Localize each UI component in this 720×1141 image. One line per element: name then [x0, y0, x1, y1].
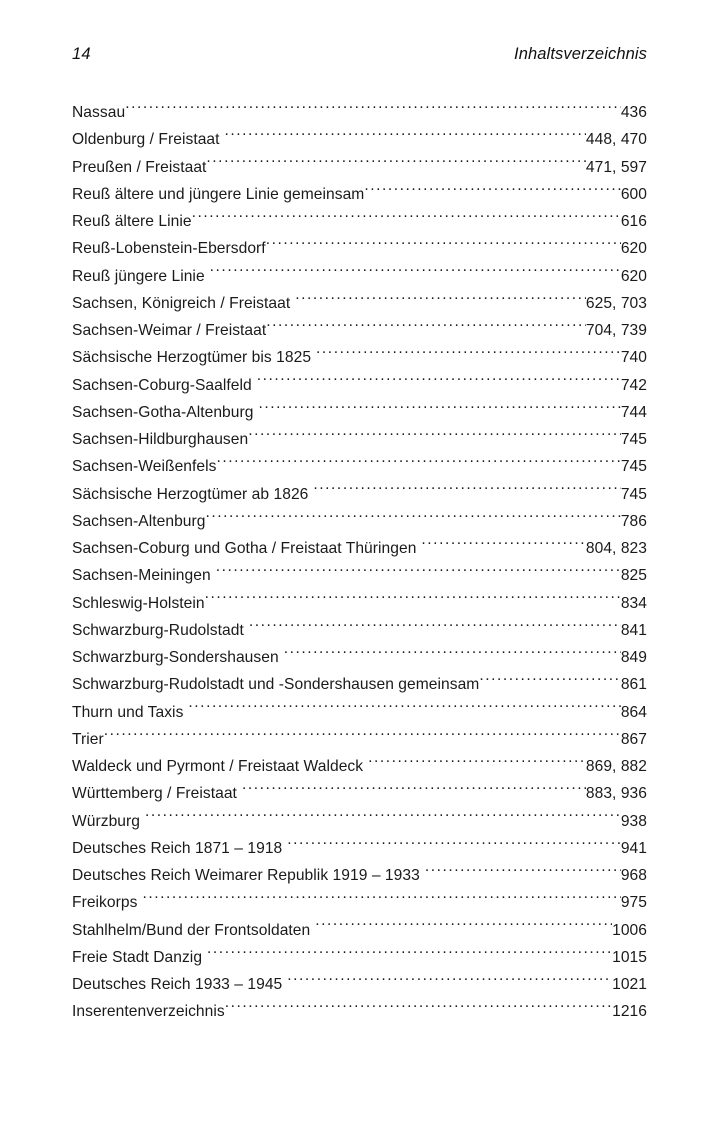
- toc-entry-title: Trier: [72, 730, 104, 748]
- toc-entry[interactable]: [72, 562, 647, 589]
- toc-entry[interactable]: [72, 154, 647, 181]
- toc-entry-page-number: 740: [620, 349, 647, 367]
- toc-entry-title: Sachsen-Gotha-Altenburg: [72, 403, 254, 421]
- toc-entry-page-number: 861: [620, 676, 647, 694]
- dot-leader: [125, 101, 621, 117]
- toc-entry-page-number: 849: [620, 649, 647, 666]
- dot-leader: [225, 1001, 612, 1017]
- toc-entry-page-number: 616: [620, 213, 647, 230]
- dot-leader: [237, 783, 586, 799]
- dot-leader: [205, 510, 620, 526]
- dot-leader: [311, 347, 621, 363]
- toc-entry[interactable]: [72, 235, 647, 262]
- toc-entry[interactable]: [72, 726, 647, 753]
- toc-entry-page-number: 471, 597: [585, 158, 647, 176]
- toc-entry[interactable]: [72, 481, 647, 508]
- toc-entry-page-number: 841: [620, 621, 647, 639]
- dot-leader: [266, 238, 621, 254]
- toc-entry-page-number: 941: [620, 839, 647, 857]
- toc-entry-page-number: 968: [620, 867, 647, 884]
- toc-entry[interactable]: [72, 208, 647, 235]
- toc-entry-title: Sachsen-Weißenfels: [72, 458, 217, 476]
- toc-entry[interactable]: [72, 99, 647, 126]
- toc-entry[interactable]: [72, 671, 647, 698]
- toc-entry-page-number: 625, 703: [585, 294, 647, 312]
- toc-entry[interactable]: [72, 917, 647, 944]
- toc-entry-title: Preußen / Freistaat: [72, 158, 207, 176]
- toc-entry-page-number: 1015: [612, 948, 647, 966]
- toc-entry[interactable]: [72, 317, 647, 344]
- toc-entry-title: Deutsches Reich 1933 – 1945: [72, 976, 283, 993]
- toc-entry-page-number: 600: [620, 185, 647, 203]
- table-of-contents: [72, 99, 647, 1026]
- dot-leader: [205, 592, 621, 608]
- toc-entry-page-number: 864: [620, 703, 647, 721]
- toc-entry-page-number: 745: [620, 431, 647, 448]
- toc-entry[interactable]: [72, 426, 647, 453]
- toc-entry-page-number: 745: [620, 458, 647, 476]
- toc-entry[interactable]: [72, 862, 647, 889]
- toc-entry-title: Schwarzburg-Rudolstadt: [72, 621, 244, 639]
- dot-leader: [266, 319, 586, 335]
- toc-entry[interactable]: [72, 808, 647, 835]
- dot-leader: [192, 210, 621, 226]
- toc-entry-title: Reuß ältere Linie: [72, 213, 192, 230]
- toc-entry-page-number: 448, 470: [585, 131, 647, 149]
- dot-leader: [206, 156, 585, 172]
- toc-entry-page-number: 1006: [612, 921, 647, 939]
- toc-entry-title: Freikorps: [72, 894, 138, 912]
- dot-leader: [364, 183, 620, 199]
- toc-entry[interactable]: [72, 644, 647, 671]
- toc-entry-title: Oldenburg / Freistaat: [72, 131, 220, 149]
- toc-entry-page-number: 938: [620, 812, 647, 830]
- dot-leader: [244, 619, 621, 635]
- toc-entry[interactable]: [72, 699, 647, 726]
- toc-entry-title: Sachsen-Meiningen: [72, 567, 211, 585]
- toc-entry[interactable]: [72, 372, 647, 399]
- running-head: [72, 42, 647, 66]
- dot-leader: [137, 892, 620, 908]
- toc-entry-title: Waldeck und Pyrmont / Freistaat Waldeck: [72, 758, 364, 775]
- toc-entry-title: Sachsen, Königreich / Freistaat: [72, 294, 291, 312]
- dot-leader: [202, 946, 612, 962]
- toc-entry-title: Sächsische Herzogtümer bis 1825: [72, 349, 312, 367]
- toc-entry-title: Freie Stadt Danzig: [72, 948, 203, 966]
- dot-leader: [279, 646, 621, 662]
- dot-leader: [220, 129, 586, 145]
- toc-entry-title: Reuß ältere und jüngere Linie gemeinsam: [72, 185, 365, 203]
- dot-leader: [420, 864, 621, 880]
- toc-entry-page-number: 869, 882: [585, 758, 647, 775]
- dot-leader: [248, 428, 621, 444]
- toc-entry-title: Inserentenverzeichnis: [72, 1003, 225, 1021]
- toc-entry-page-number: 804, 823: [585, 540, 647, 557]
- toc-entry[interactable]: [72, 590, 647, 617]
- toc-entry-page-number: 620: [620, 240, 647, 258]
- toc-entry[interactable]: [72, 889, 647, 916]
- dot-leader: [183, 701, 620, 717]
- dot-leader: [416, 537, 585, 553]
- dot-leader: [282, 973, 612, 989]
- dot-leader: [104, 728, 621, 744]
- toc-entry-page-number: 620: [620, 267, 647, 285]
- toc-entry-page-number: 436: [620, 104, 647, 121]
- dot-leader: [217, 456, 621, 472]
- toc-entry-page-number: 1216: [612, 1003, 647, 1021]
- toc-entry[interactable]: [72, 835, 647, 862]
- toc-entry-page-number: 825: [620, 567, 647, 585]
- toc-entry[interactable]: [72, 944, 647, 971]
- toc-entry-title: Stahlhelm/Bund der Frontsoldaten: [72, 921, 311, 939]
- toc-entry-title: Deutsches Reich 1871 – 1918: [72, 839, 283, 857]
- toc-entry-page-number: 745: [620, 485, 647, 503]
- toc-entry-page-number: 704, 739: [585, 322, 647, 339]
- dot-leader: [205, 265, 621, 281]
- dot-leader: [211, 565, 621, 581]
- toc-entry-title: Deutsches Reich Weimarer Republik 1919 – 1933: [72, 867, 420, 884]
- toc-entry-page-number: 786: [620, 512, 647, 530]
- toc-entry-title: Schwarzburg-Sondershausen: [72, 649, 279, 666]
- toc-entry-title: Württemberg / Freistaat: [72, 785, 237, 803]
- toc-entry-title: Thurn und Taxis: [72, 703, 184, 721]
- dot-leader: [479, 674, 620, 690]
- toc-entry-title: Würzburg: [72, 812, 140, 830]
- dot-leader: [290, 292, 586, 308]
- toc-entry-title: Reuß-Lobenstein-Ebersdorf: [72, 240, 266, 258]
- toc-entry-title: Reuß jüngere Linie: [72, 267, 205, 285]
- toc-entry-title: Sachsen-Weimar / Freistaat: [72, 322, 267, 339]
- toc-entry-title: Sachsen-Coburg-Saalfeld: [72, 376, 252, 394]
- toc-entry-title: Nassau: [72, 104, 126, 121]
- toc-entry[interactable]: [72, 126, 647, 153]
- toc-entry[interactable]: [72, 181, 647, 208]
- toc-entry[interactable]: [72, 290, 647, 317]
- toc-entry[interactable]: [72, 617, 647, 644]
- toc-entry-page-number: 867: [620, 730, 647, 748]
- toc-entry-page-number: 834: [620, 594, 647, 612]
- toc-entry[interactable]: [72, 998, 647, 1025]
- dot-leader: [252, 374, 621, 390]
- toc-entry[interactable]: [72, 263, 647, 290]
- toc-entry[interactable]: [72, 344, 647, 371]
- toc-entry-page-number: 883, 936: [585, 785, 647, 803]
- toc-entry-page-number: 1021: [612, 976, 647, 993]
- toc-entry[interactable]: [72, 453, 647, 480]
- toc-entry-title: Schleswig-Holstein: [72, 594, 205, 612]
- toc-entry[interactable]: [72, 753, 647, 780]
- toc-entry[interactable]: [72, 971, 647, 998]
- toc-entry[interactable]: [72, 780, 647, 807]
- dot-leader: [363, 755, 586, 771]
- toc-entry-title: Sachsen-Coburg und Gotha / Freistaat Thüringen: [72, 540, 417, 557]
- toc-entry-page-number: 975: [620, 894, 647, 912]
- page-folio-number: 14: [72, 45, 91, 63]
- dot-leader: [253, 401, 620, 417]
- toc-entry-title: Schwarzburg-Rudolstadt und -Sondershausen gemeinsam: [72, 676, 480, 694]
- toc-entry-title: Sachsen-Hildburghausen: [72, 431, 249, 448]
- dot-leader: [282, 837, 621, 853]
- dot-leader: [308, 483, 620, 499]
- toc-entry-page-number: 744: [620, 403, 647, 421]
- toc-entry-title: Sachsen-Altenburg: [72, 512, 206, 530]
- dot-leader: [140, 810, 621, 826]
- toc-entry[interactable]: [72, 399, 647, 426]
- toc-entry-page-number: 742: [620, 376, 647, 394]
- toc-entry[interactable]: [72, 535, 647, 562]
- toc-entry-title: Sächsische Herzogtümer ab 1826: [72, 485, 309, 503]
- dot-leader: [310, 919, 612, 935]
- running-head-title: Inhaltsverzeichnis: [514, 45, 647, 63]
- toc-entry[interactable]: [72, 508, 647, 535]
